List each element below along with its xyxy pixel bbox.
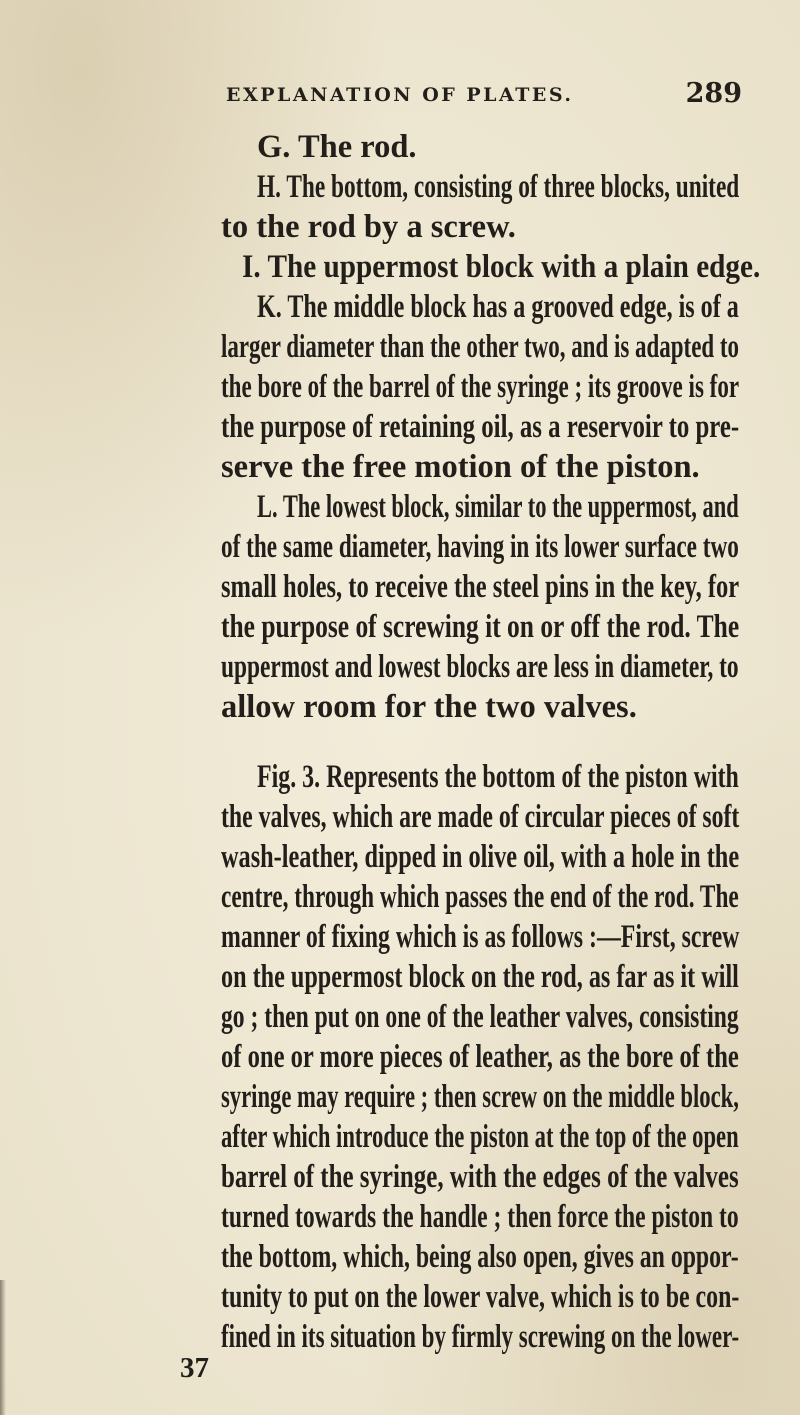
text-line: G. The rod. xyxy=(257,129,417,165)
text-line: wash-leather, dipped in olive oil, with a hole in the xyxy=(221,839,740,875)
text-line: small holes, to receive the steel pins in the key, for xyxy=(221,569,740,605)
text-line: of the same diameter, having in its lower surface two xyxy=(221,529,739,565)
text-line: allow room for the two valves. xyxy=(221,689,637,725)
text-line: syringe may require ; then screw on the middle block, xyxy=(221,1079,739,1115)
text-line: manner of fixing which is as follows :—First, screw xyxy=(221,919,740,955)
text-line: to the rod by a screw. xyxy=(221,209,516,245)
text-line: barrel of the syringe, with the edges of the valves xyxy=(221,1159,739,1195)
text-line: the bore of the barrel of the syringe ; its groove is for xyxy=(221,369,740,405)
text-line: the purpose of screwing it on or off the rod. The xyxy=(221,609,740,645)
text-line: of one or more pieces of leather, as the bore of the xyxy=(221,1039,739,1075)
text-line: turned towards the handle ; then force the piston to xyxy=(221,1199,739,1235)
text-line: the valves, which are made of circular pieces of soft xyxy=(221,799,740,835)
page-edge-shadow xyxy=(0,1280,6,1415)
page-number: 289 xyxy=(685,78,742,109)
text-line: uppermost and lowest blocks are less in diameter, to xyxy=(221,649,739,685)
text-line: tunity to put on the lower valve, which is to be con- xyxy=(221,1279,740,1315)
text-line: the purpose of retaining oil, as a reservoir to pre- xyxy=(221,409,740,445)
running-head: EXPLANATION OF PLATES. xyxy=(226,84,574,106)
text-line: L. The lowest block, similar to the uppermost, and xyxy=(257,489,739,525)
text-line: serve the free motion of the piston. xyxy=(221,449,700,485)
text-line: H. The bottom, consisting of three blocks, united xyxy=(257,169,740,205)
signature-mark: 37 xyxy=(180,1352,209,1384)
text-line: go ; then put on one of the leather valves, consisting xyxy=(221,999,739,1035)
page-header xyxy=(226,78,742,120)
text-line: K. The middle block has a grooved edge, is of a xyxy=(257,289,739,325)
text-line: larger diameter than the other two, and is adapted to xyxy=(221,329,740,365)
text-line: centre, through which passes the end of the rod. The xyxy=(221,879,739,915)
text-line: after which introduce the piston at the top of the open xyxy=(221,1119,739,1155)
text-line: the bottom, which, being also open, gives an oppor- xyxy=(221,1239,739,1275)
text-line: fined in its situation by firmly screwing on the lower- xyxy=(221,1319,740,1355)
text-line: Fig. 3. Represents the bottom of the piston with xyxy=(257,759,739,795)
text-line: I. The uppermost block with a plain edge. xyxy=(242,249,761,285)
text-line: on the uppermost block on the rod, as far as it will xyxy=(221,959,739,995)
